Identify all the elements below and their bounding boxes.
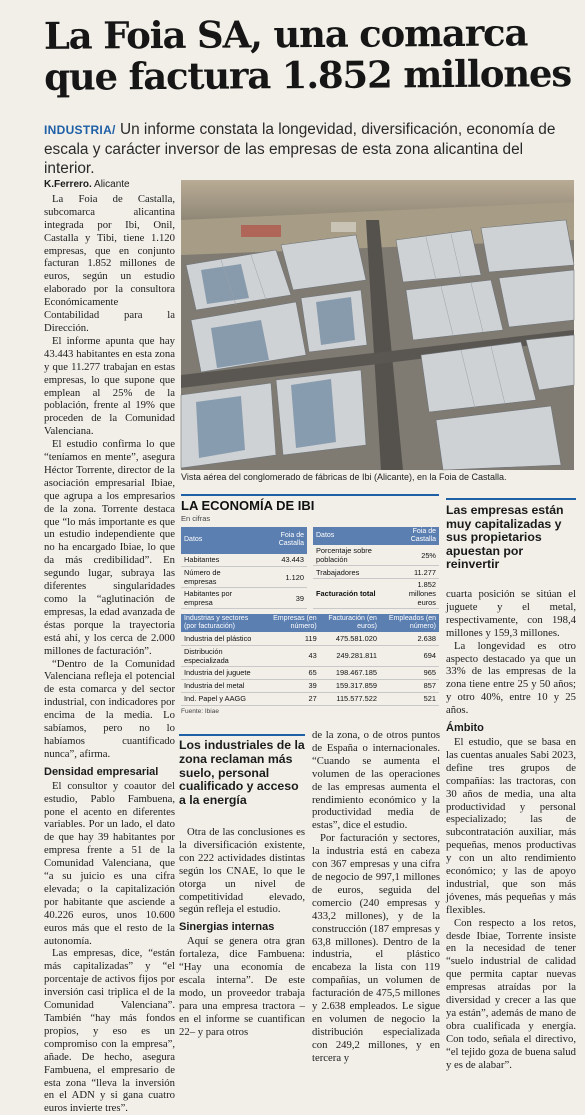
table-header: Datos [181,527,256,554]
table-cell: Industria del juguete [181,666,264,679]
table-cell: 857 [380,679,439,692]
table-cell: 2.638 [380,632,439,645]
table-header: Empleados (en número) [380,614,439,632]
table-cell: 43 [264,645,319,666]
article-column-2 [179,826,305,1039]
table-employment [313,527,439,609]
table-row [181,588,307,609]
table-cell: 27 [264,692,319,705]
table-row [313,545,439,566]
table-row [181,567,307,588]
table-cell: Número de empresas [181,567,256,588]
infobox-top-tables [181,527,439,609]
table-cell: Porcentaje sobre población [313,545,385,566]
paragraph: Las empresas, dice, “están más capitalizadas” y “el porcentaje de activos fijos por inversión casi triplica el de la Comunidad Valenciana”. También “hay más fondos propios, y eso es un compromiso con la empresa”, añade. De hecho, asegura Fambuena, el empresario de esta zona “lleva la inversión en el ADN y si gana cuatro euros invierte tres”. [44,947,175,1115]
article-column-3 [312,729,440,1065]
table-cell: 249.281.811 [320,645,380,666]
economy-infobox [181,494,439,714]
aerial-photo-illustration [181,180,574,470]
section-heading: Sinergias internas [179,921,275,934]
table-cell: Industria del metal [181,679,264,692]
paragraph: Aquí se genera otra gran fortaleza, dice Fambuena: “Hay una economía de escala interna”. De este modo, un proveedor trabaja para una empresa tractora –en el informe se cuantifican 22– y para otros [179,935,305,1038]
table-cell: 475.581.020 [320,632,380,645]
table-cell: Ind. Papel y AAGG [181,692,264,705]
table-demographics [181,527,307,609]
table-cell: 11.277 [385,566,439,579]
photo-caption: Vista aérea del conglomerado de fábricas de Ibi (Alicante), en la Foia de Castalla. [181,472,507,482]
section-heading: Ámbito [446,722,484,735]
table-cell: Distribución especializada [181,645,264,666]
table-cell: 119 [264,632,319,645]
paragraph: cuarta posición se sitúan el juguete y el metal, respectivamente, con 198,4 millones y 159,3 millones. [446,588,576,639]
table-cell: Industria del plástico [181,632,264,645]
table-cell: 198.467.185 [320,666,380,679]
subhead-text: Un informe constata la longevidad, diversificación, economía de escala y carácter inversor de las empresas de esta zona alicantina del interior. [44,121,556,177]
table-header: Empresas (en número) [264,614,319,632]
paragraph: El estudio confirma lo que “teníamos en mente”, asegura Héctor Torrente, director de la asociación empresarial Ibiae, que agrupa a los empresarios de la zona. Torrente destaca que “lo más importante es que un estudio independiente que no ha encargado Ibiae, lo que da más credibilidad”. En segundo lugar, subraya las diferentes singularidades como la “aglutinación de empresas, la edad avanzada de éstas porque la trayectoria está ahí, y los cerca de 2.000 millones de facturación”. [44,438,175,657]
table-cell: Habitantes por empresa [181,588,256,609]
table-cell: 115.577.522 [320,692,380,705]
byline-place: Alicante [91,179,130,190]
pull-quote-demands: Los industriales de la zona reclaman más suelo, personal cualificado y acceso a la energía [179,734,305,808]
paragraph: Otra de las conclusiones es la diversificación existente, con 222 actividades distintas según los CNAE, lo que le otorga un nivel de competitividad elevado, según refleja el estudio. [179,826,305,916]
table-header: Foia de Castalla [385,527,439,545]
paragraph: Con respecto a los retos, desde Ibiae, Torrente insiste en la necesidad de tener “suelo industrial de calidad que permita captar nuevas empresas atraídas por la diversidad y crecer a las que ya están”, además de mano de obra cualificada y energía. Con todo, señala el directivo, “el tejido goza de buena salud y es de alabar”. [446,916,576,1071]
headline: La Foia SA, una comarca que factura 1.852 millones [43,10,572,99]
table-row [181,692,439,705]
paragraph: El consultor y coautor del estudio, Pablo Fambuena, pone el acento en diferentes variables. Por un lado, el dato de que hay 39 habitantes por empresa frente a 51 de la Comunidad Valenciana, que “a su juicio es una cifra elevada; o la capitalización por habitante que asciende a 40.226 euros, unos 10.600 euros más que el resto de la autonomía. [44,779,175,947]
article-column-4 [446,588,576,1072]
paragraph: de la zona, o de otros puntos de España o internacionales. “Cuando se aumenta el volumen de las operaciones de las empresas aumenta el rendimiento económico y la productividad media de estas”, dice el estudio. [312,729,440,832]
table-cell: Facturación total [313,579,385,609]
table-cell: 39 [256,588,307,609]
table-cell: 694 [380,645,439,666]
infobox-subtitle: En cifras [181,514,211,523]
pull-quote-capitalization: Las empresas están muy capitalizadas y sus propietarios apuestan por reinvertir [446,498,576,572]
table-row [181,632,439,645]
infobox-source: Fuente: Ibiae [181,707,219,715]
table-cell: 1.120 [256,567,307,588]
table-row [313,566,439,579]
table-header: Datos [313,527,385,545]
paragraph: El informe apunta que hay 43.443 habitantes en esta zona y que 11.277 trabajan en estas empresas, lo que supone que emplean al 25% de la población, frente al 19% que proceden de la Comunidad Valenciana. [44,334,175,438]
table-cell: 25% [385,545,439,566]
table-row [181,645,439,666]
table-sectors [181,614,439,706]
table-row [313,579,439,609]
table-cell: Trabajadores [313,566,385,579]
table-cell: 521 [380,692,439,705]
table-cell: 159.317.859 [320,679,380,692]
table-row [181,679,439,692]
paragraph: El estudio, que se basa en las cuentas anuales Sabi 2023, define tres grupos de compañías: las tractoras, con 30 años de media, una alta productividad y personal especializado; las de subcontratación auxiliar, más pequeñas, menos productivas y con un alto rendimiento económico; y las de apoyo industrial, que son más jóvenes, más pequeñas y más flexibles. [446,735,576,916]
table-cell: 39 [264,679,319,692]
kicker: INDUSTRIA/ [44,123,116,137]
table-cell: 43.443 [256,554,307,567]
byline-author: K.Ferrero. [44,179,92,190]
aerial-photo [181,180,574,470]
table-header: Facturación (en euros) [320,614,380,632]
infobox-title: LA ECONOMÍA DE IBI [181,494,439,513]
section-heading: Densidad empresarial [44,765,159,778]
table-cell: 965 [380,666,439,679]
table-row [181,554,307,567]
paragraph: La longevidad es otro aspecto destacado ya que un 33% de las empresas de la zona tiene entre 25 y 50 años; y otro 40%, entre 10 y 25 años. [446,639,576,717]
byline [44,179,175,192]
paragraph: Por facturación y sectores, la industria está en cabeza con 367 empresas y una cifra de negocio de 997,1 millones de euros, seguida del comercio (240 empresas y 433,2 millones), y de la construcción (187 empresas y 63,8 millones). Dentro de la industria, el plástico encabeza la lista con 119 compañías, un volumen de facturación de 475,5 millones y 2.638 empleados. Le sigue en volumen de negocio la distribución especializada con 249,2 millones, y en tercera y [312,832,440,1064]
subhead [44,120,572,178]
table-cell: 1.852 millones euros [385,579,439,609]
table-header: Industrias y sectores (por facturación) [181,614,264,632]
table-cell: 65 [264,666,319,679]
table-header: Foia de Castalla [256,527,307,554]
article-column-1 [44,179,175,1115]
paragraph: La Foia de Castalla, subcomarca alicantina integrada por Ibi, Onil, Castalla y Tibi, tiene 1.120 empresas, que en conjunto facturan 1.852 millones de euros, según un estudio elaborado por la consultora Económicamente Contabilidad para la Dirección. [44,192,175,334]
table-row [181,666,439,679]
table-cell: Habitantes [181,554,256,567]
paragraph: “Dentro de la Comunidad Valenciana refleja el potencial de esta comarca y del sector industrial, con indicadores por encima de la media. Lo sabíamos, pero no lo habíamos cuantificado nunca”, afirma. [44,657,175,760]
